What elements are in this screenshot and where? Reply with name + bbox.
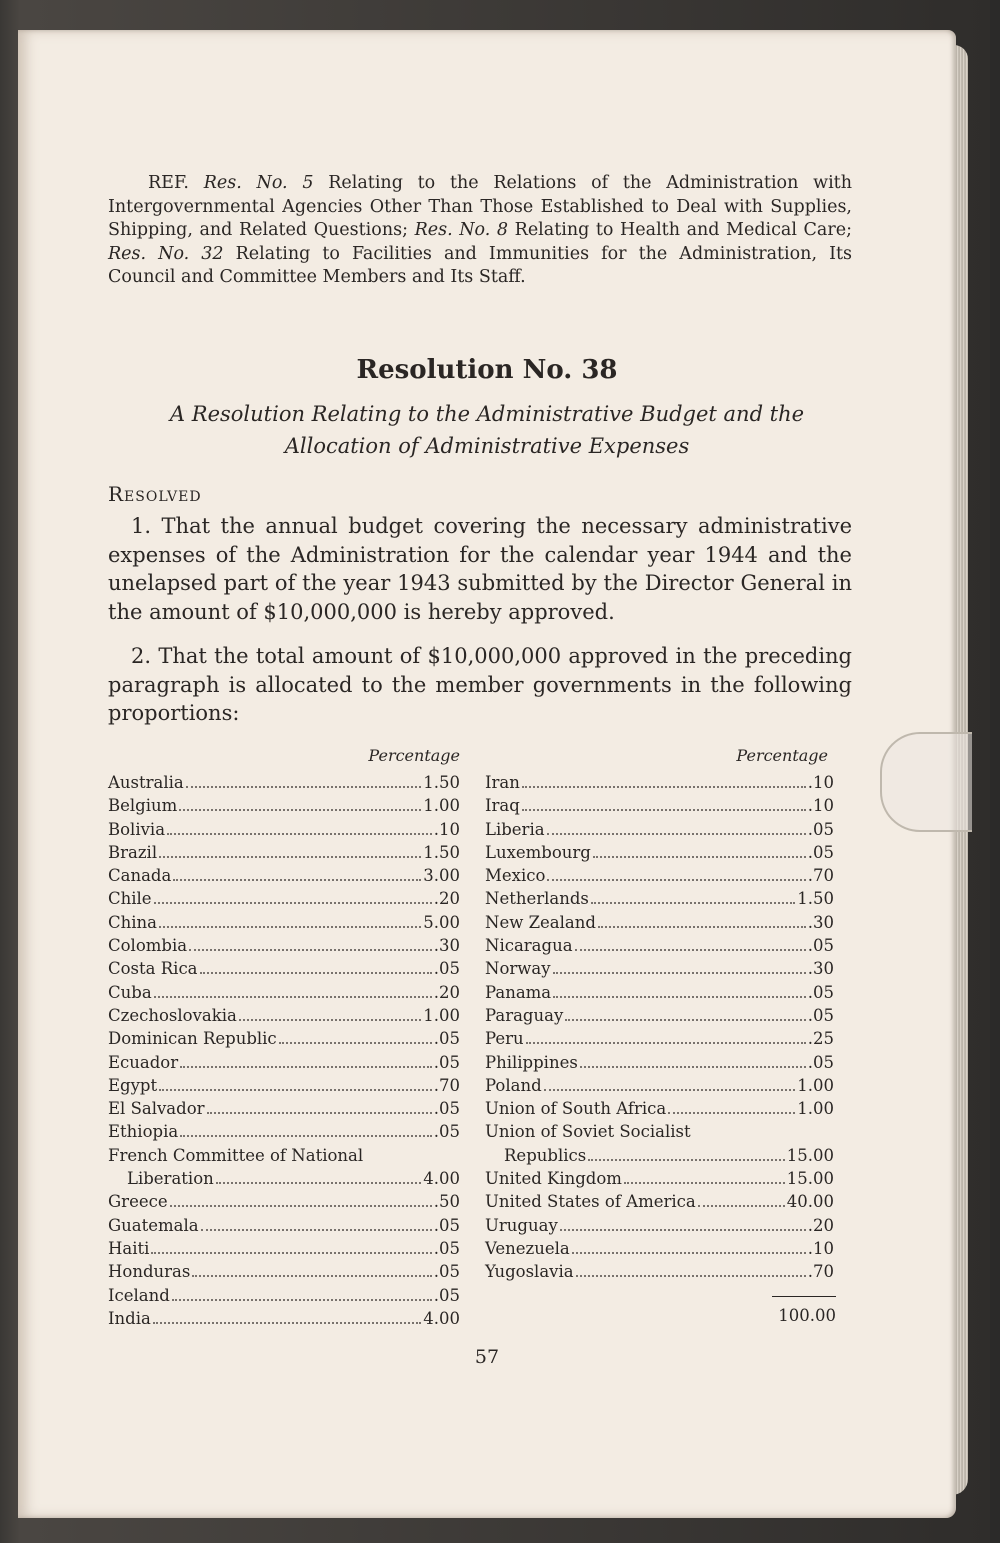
percentage-value: 1.00 <box>797 1099 834 1119</box>
leader-dots <box>575 938 806 952</box>
leader-dots <box>154 891 432 905</box>
country-name: Haiti <box>108 1238 150 1258</box>
allocation-row <box>485 911 834 934</box>
ref-lead: REF. <box>148 173 189 193</box>
resolution-subtitle <box>18 398 956 462</box>
percentage-value: 5.00 <box>423 912 460 932</box>
country-name: Republics <box>504 1145 587 1165</box>
country-name: French Committee of National <box>108 1145 364 1165</box>
allocation-row <box>485 864 834 887</box>
country-name: Philippines <box>485 1052 578 1072</box>
country-name: China <box>108 912 157 932</box>
leader-dots <box>159 1077 432 1091</box>
percentage-value: .05 <box>433 1285 460 1305</box>
leader-dots <box>560 1217 806 1231</box>
percentage-value: .30 <box>807 912 834 932</box>
allocation-row <box>485 841 834 864</box>
country-name: Iraq <box>485 796 520 816</box>
allocation-row <box>485 1051 834 1074</box>
country-name: Paraguay <box>485 1005 564 1025</box>
leader-dots <box>216 1171 421 1185</box>
allocation-row <box>108 1051 460 1074</box>
leader-dots <box>192 1264 431 1278</box>
country-name: United Kingdom <box>485 1169 622 1189</box>
allocation-row <box>108 1074 460 1097</box>
percentage-value: .30 <box>433 936 460 956</box>
leader-dots <box>553 984 806 998</box>
percentage-value: .20 <box>433 982 460 1002</box>
allocation-row <box>485 1237 834 1260</box>
allocation-list-right <box>485 771 834 1284</box>
leader-dots <box>668 1101 795 1115</box>
percentage-value: 15.00 <box>786 1169 834 1189</box>
page-tab-marker <box>880 732 972 832</box>
country-name: Colombia <box>108 936 188 956</box>
allocation-row <box>108 957 460 980</box>
leader-dots <box>200 961 432 975</box>
leader-dots <box>565 1007 805 1021</box>
allocation-row <box>108 1167 460 1190</box>
country-name: Netherlands <box>485 889 589 909</box>
allocation-row <box>485 934 834 957</box>
country-name: Chile <box>108 889 152 909</box>
percentage-value: 1.00 <box>797 1075 834 1095</box>
leader-dots <box>572 1240 806 1254</box>
percentage-value: .10 <box>807 796 834 816</box>
leader-dots <box>522 798 806 812</box>
percentage-value: .05 <box>433 1238 460 1258</box>
allocation-row <box>108 1144 460 1167</box>
leader-dots <box>580 1054 806 1068</box>
percentage-value: 1.50 <box>423 842 460 862</box>
leader-dots <box>167 821 432 835</box>
ref-text-5: Relating to the Relations of the Administration with Intergovernmental Agencies Other Than Those Established to Deal with Supplies, Shipping, and Related Questions; <box>108 173 852 240</box>
allocation-row <box>485 957 834 980</box>
leader-dots <box>179 798 421 812</box>
country-name: Bolivia <box>108 819 166 839</box>
leader-dots <box>153 1310 421 1324</box>
country-name: Peru <box>485 1029 524 1049</box>
percentage-value: 4.00 <box>423 1308 460 1328</box>
percentage-value: 1.00 <box>423 796 460 816</box>
allocation-row <box>485 1214 834 1237</box>
percentage-value: .10 <box>807 773 834 792</box>
leader-dots <box>201 1217 432 1231</box>
allocation-row <box>108 981 460 1004</box>
percentage-value: .05 <box>807 982 834 1002</box>
percentage-value: .20 <box>807 1215 834 1235</box>
percentage-value: .05 <box>433 1099 460 1119</box>
country-name: Venezuela <box>485 1238 570 1258</box>
allocation-row <box>485 1167 834 1190</box>
allocation-row <box>108 1004 460 1027</box>
allocation-row <box>485 1097 834 1120</box>
leader-dots <box>522 774 806 788</box>
allocation-row <box>108 1307 460 1330</box>
allocation-row <box>485 794 834 817</box>
allocation-row <box>485 1190 834 1213</box>
allocation-row <box>485 1120 834 1143</box>
allocation-row <box>485 1260 834 1283</box>
allocation-row <box>485 1074 834 1097</box>
allocation-row <box>108 818 460 841</box>
percentage-value: .30 <box>807 959 834 979</box>
percentage-value: .05 <box>807 1005 834 1025</box>
resolution-title: Resolution No. 38 <box>356 355 618 385</box>
percentage-value: 4.00 <box>423 1169 460 1189</box>
percentage-value: .70 <box>807 866 834 886</box>
leader-dots <box>180 1124 432 1138</box>
percentage-value: 1.50 <box>423 773 460 792</box>
percentage-value: .05 <box>807 842 834 862</box>
allocation-row <box>108 1214 460 1237</box>
country-name: Union of Soviet Socialist <box>485 1122 691 1142</box>
allocation-row <box>108 841 460 864</box>
percentage-value: .05 <box>807 819 834 839</box>
percentage-value: .70 <box>433 1075 460 1095</box>
reference-paragraph <box>108 172 852 290</box>
allocation-row <box>108 1284 460 1307</box>
country-name: Cuba <box>108 982 152 1002</box>
country-name: Yugoslavia <box>485 1262 574 1282</box>
leader-dots <box>151 1240 431 1254</box>
country-name: United States of America <box>485 1192 696 1212</box>
leader-dots <box>279 1031 432 1045</box>
country-name: Brazil <box>108 842 158 862</box>
leader-dots <box>159 844 421 858</box>
percentage-value: .50 <box>433 1192 460 1212</box>
leader-dots <box>598 914 806 928</box>
leader-dots <box>172 1287 432 1301</box>
allocation-row <box>108 1237 460 1260</box>
allocation-row <box>108 771 460 794</box>
leader-dots <box>154 984 432 998</box>
country-name: Canada <box>108 866 172 886</box>
country-name: Guatemala <box>108 1215 199 1235</box>
country-name: Norway <box>485 959 551 979</box>
country-name: Luxembourg <box>485 842 591 862</box>
percentage-value: 40.00 <box>786 1192 834 1212</box>
country-name: Greece <box>108 1192 168 1212</box>
percentage-value: 1.00 <box>423 1005 460 1025</box>
country-name: Uruguay <box>485 1215 558 1235</box>
leader-dots <box>180 1054 432 1068</box>
country-name: Ecuador <box>108 1052 179 1072</box>
ref-text-8: Relating to Health and Medical Care; <box>514 220 852 240</box>
country-name: India <box>108 1308 151 1328</box>
leader-dots <box>207 1101 432 1115</box>
allocation-row <box>485 1027 834 1050</box>
allocation-row <box>108 1027 460 1050</box>
leader-dots <box>624 1171 785 1185</box>
ref-text-32: Relating to Facilities and Immunities for the Administration, Its Council and Committee Members and Its Staff. <box>108 243 852 287</box>
percentage-value: .70 <box>807 1262 834 1282</box>
percentage-value: 3.00 <box>423 866 460 886</box>
resolved-heading: Resolved <box>108 482 202 506</box>
percentage-value: .20 <box>433 889 460 909</box>
leader-dots <box>186 774 421 788</box>
allocation-row <box>485 818 834 841</box>
percentage-value: .05 <box>433 959 460 979</box>
percentage-value: .05 <box>433 1029 460 1049</box>
ref-res-5: Res. No. 5 <box>203 173 314 193</box>
total-value: 100.00 <box>778 1306 836 1325</box>
leader-dots <box>159 914 421 928</box>
country-name: El Salvador <box>108 1099 205 1119</box>
percentage-value: .05 <box>807 936 834 956</box>
country-name: Iran <box>485 773 520 792</box>
country-name: Egypt <box>108 1075 158 1095</box>
allocation-row <box>108 1260 460 1283</box>
country-name: Ethiopia <box>108 1122 179 1142</box>
ref-res-8: Res. No. 8 <box>414 220 509 240</box>
percentage-value: .05 <box>807 1052 834 1072</box>
country-name: Panama <box>485 982 552 1002</box>
country-name: Australia <box>108 773 184 792</box>
country-name: Belgium <box>108 796 178 816</box>
leader-dots <box>698 1194 785 1208</box>
country-name: New Zealand <box>485 912 596 932</box>
country-name: Mexico <box>485 866 546 886</box>
leader-dots <box>173 868 421 882</box>
percentage-value: .05 <box>433 1052 460 1072</box>
allocation-row <box>108 1190 460 1213</box>
leader-dots <box>593 844 806 858</box>
left-column-header: Percentage <box>368 746 460 765</box>
allocation-row <box>108 794 460 817</box>
country-name: Honduras <box>108 1262 191 1282</box>
allocation-row <box>108 864 460 887</box>
country-name: Liberia <box>485 819 545 839</box>
country-name: Liberation <box>127 1169 214 1189</box>
allocation-row <box>108 887 460 910</box>
leader-dots <box>526 1031 806 1045</box>
allocation-row <box>485 887 834 910</box>
country-name: Czechoslovakia <box>108 1005 237 1025</box>
allocation-row <box>108 911 460 934</box>
country-name: Dominican Republic <box>108 1029 277 1049</box>
leader-dots <box>544 1077 796 1091</box>
country-name: Union of South Africa <box>485 1099 667 1119</box>
page-number: 57 <box>474 1346 500 1368</box>
allocation-list-left <box>108 771 460 1330</box>
allocation-row <box>108 1097 460 1120</box>
leader-dots <box>576 1264 806 1278</box>
leader-dots <box>547 821 806 835</box>
paragraph-2: 2. That the total amount of $10,000,000 approved in the preceding paragraph is allocated to the member governments in the following proportions: <box>108 644 852 725</box>
leader-dots <box>547 868 805 882</box>
percentage-value: .05 <box>433 1262 460 1282</box>
right-column-header: Percentage <box>736 746 828 765</box>
country-name: Iceland <box>108 1285 170 1305</box>
paragraph-1: 1. That the annual budget covering the necessary administrative expenses of the Administration for the calendar year 1944 and the unelapsed part of the year 1943 submitted by the Director General in the amount of $10,000,000 is hereby approved. <box>108 514 852 624</box>
country-name: Poland <box>485 1075 542 1095</box>
resolution-subtitle-line-2: Allocation of Administrative Expenses <box>284 434 690 458</box>
allocation-row <box>108 1120 460 1143</box>
allocation-row <box>485 1144 834 1167</box>
allocation-row <box>485 1004 834 1027</box>
book-page <box>18 30 956 1518</box>
percentage-value: .25 <box>807 1029 834 1049</box>
allocation-row <box>485 771 834 794</box>
allocation-row <box>485 981 834 1004</box>
leader-dots <box>553 961 806 975</box>
ref-res-32: Res. No. 32 <box>108 243 224 264</box>
country-name: Costa Rica <box>108 959 198 979</box>
allocation-row <box>108 934 460 957</box>
resolution-subtitle-line-1: A Resolution Relating to the Administrative Budget and the <box>169 402 805 426</box>
leader-dots <box>239 1007 421 1021</box>
percentage-value: 1.50 <box>797 889 834 909</box>
total-rule <box>772 1296 836 1297</box>
percentage-value: .05 <box>433 1122 460 1142</box>
leader-dots <box>189 938 432 952</box>
leader-dots <box>591 891 795 905</box>
percentage-value: .05 <box>433 1215 460 1235</box>
percentage-value: .10 <box>433 819 460 839</box>
percentage-value: 15.00 <box>786 1145 834 1165</box>
country-name: Nicaragua <box>485 936 573 956</box>
percentage-value: .10 <box>807 1238 834 1258</box>
leader-dots <box>588 1147 785 1161</box>
leader-dots <box>170 1194 432 1208</box>
